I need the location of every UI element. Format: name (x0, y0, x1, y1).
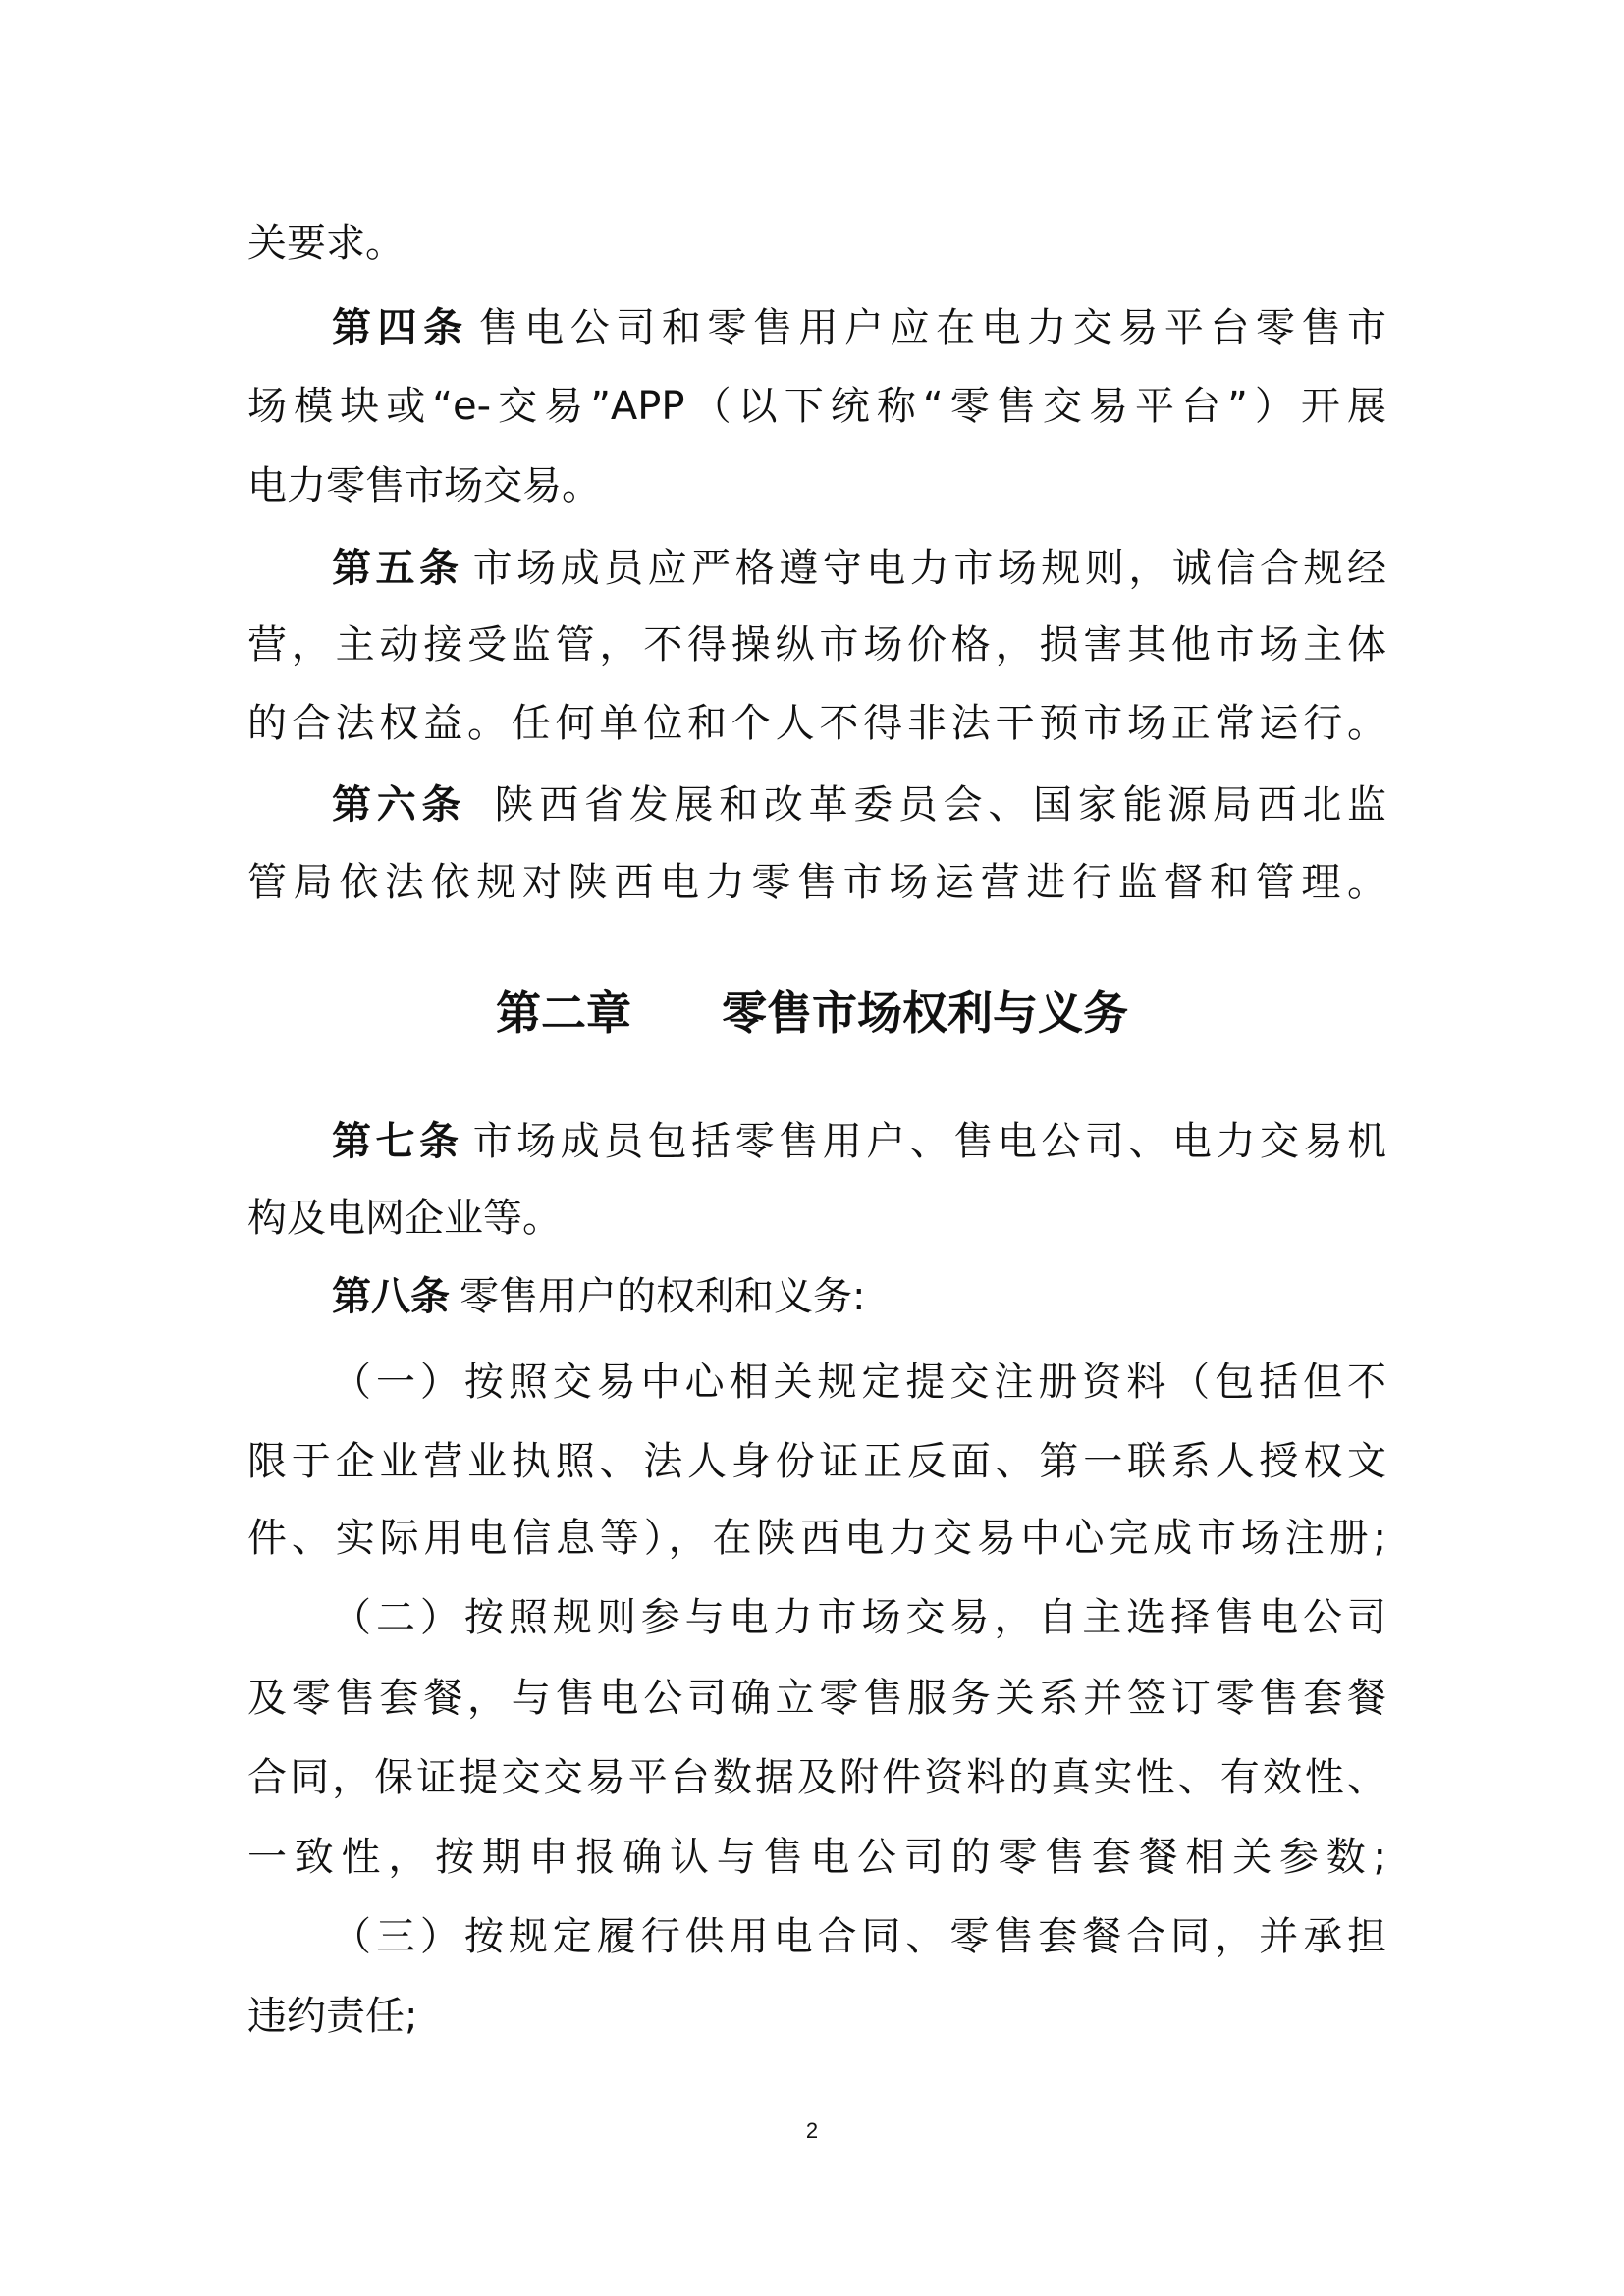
article-5-line (332, 539, 1386, 598)
line-text: 的合法权益。任何单位和个人不得非法干预市场正常运行。 (247, 701, 1386, 746)
paragraph-line (247, 1987, 1386, 2046)
paragraph-line (247, 694, 1386, 753)
article-label: 第六条 (332, 781, 467, 828)
paragraph-line (247, 377, 1386, 436)
line-text: 市场成员应严格遵守电力市场规则，诚信合规经 (472, 546, 1387, 591)
article-8-line (332, 1267, 1386, 1326)
line-text: 管局依法依规对陕西电力零售市场运营进行监督和管理。 (247, 860, 1386, 905)
line-text: 陕西省发展和改革委员会、国家能源局西北监 (476, 782, 1386, 828)
paragraph-line (247, 1509, 1386, 1568)
line-text: （二）按照规则参与电力市场交易，自主选择售电公司 (332, 1595, 1386, 1640)
paragraph-line (247, 1189, 1386, 1248)
line-text: 及零售套餐，与售电公司确立零售服务关系并签订零售套餐 (247, 1676, 1386, 1721)
chapter-heading: 第二章 零售市场权利与义务 (496, 987, 1128, 1040)
line-text: 一致性，按期申报确认与售电公司的零售套餐相关参数; (247, 1835, 1386, 1880)
line-text: 场模块或“e-交易”APP（以下统称“零售交易平台”）开展 (247, 384, 1386, 429)
line-text: 营，主动接受监管，不得操纵市场价格，损害其他市场主体 (247, 622, 1386, 667)
item-3-line (332, 1907, 1386, 1966)
paragraph-line (247, 1432, 1386, 1491)
article-6-line (332, 775, 1386, 834)
item-2-line (332, 1588, 1386, 1647)
page-number: 2 (805, 2118, 819, 2143)
paragraph-line (247, 1669, 1386, 1728)
article-label: 第八条 (332, 1273, 450, 1319)
paragraph-line (247, 1828, 1386, 1887)
line-text: （三）按规定履行供用电合同、零售套餐合同，并承担 (332, 1914, 1386, 1959)
line-text: 电力零售市场交易。 (247, 463, 601, 508)
line-text: 违约责任; (247, 1994, 418, 2039)
paragraph-line (247, 615, 1386, 674)
line-text: 构及电网企业等。 (247, 1196, 562, 1241)
line-text: 关要求。 (247, 221, 405, 266)
line-text: 市场成员包括零售用户、售电公司、电力交易机 (472, 1119, 1387, 1164)
paragraph-line (247, 853, 1386, 912)
article-label: 第五条 (332, 545, 463, 591)
paragraph-line (247, 214, 1386, 273)
article-4-line (332, 298, 1386, 357)
line-text: 限于企业营业执照、法人身份证正反面、第一联系人授权文 (247, 1439, 1386, 1484)
paragraph-line (247, 456, 1386, 515)
item-1-line (332, 1353, 1386, 1412)
article-label: 第七条 (332, 1118, 463, 1164)
article-label: 第四条 (332, 304, 469, 350)
line-text: 件、实际用电信息等），在陕西电力交易中心完成市场注册; (247, 1516, 1386, 1561)
line-text: 零售用户的权利和义务: (460, 1274, 866, 1319)
line-text: （一）按照交易中心相关规定提交注册资料（包括但不 (332, 1360, 1386, 1405)
article-7-line (332, 1112, 1386, 1171)
line-text: 售电公司和零售用户应在电力交易平台零售市 (478, 305, 1387, 350)
line-text: 合同，保证提交交易平台数据及附件资料的真实性、有效性、 (247, 1755, 1386, 1800)
paragraph-line (247, 1748, 1386, 1807)
